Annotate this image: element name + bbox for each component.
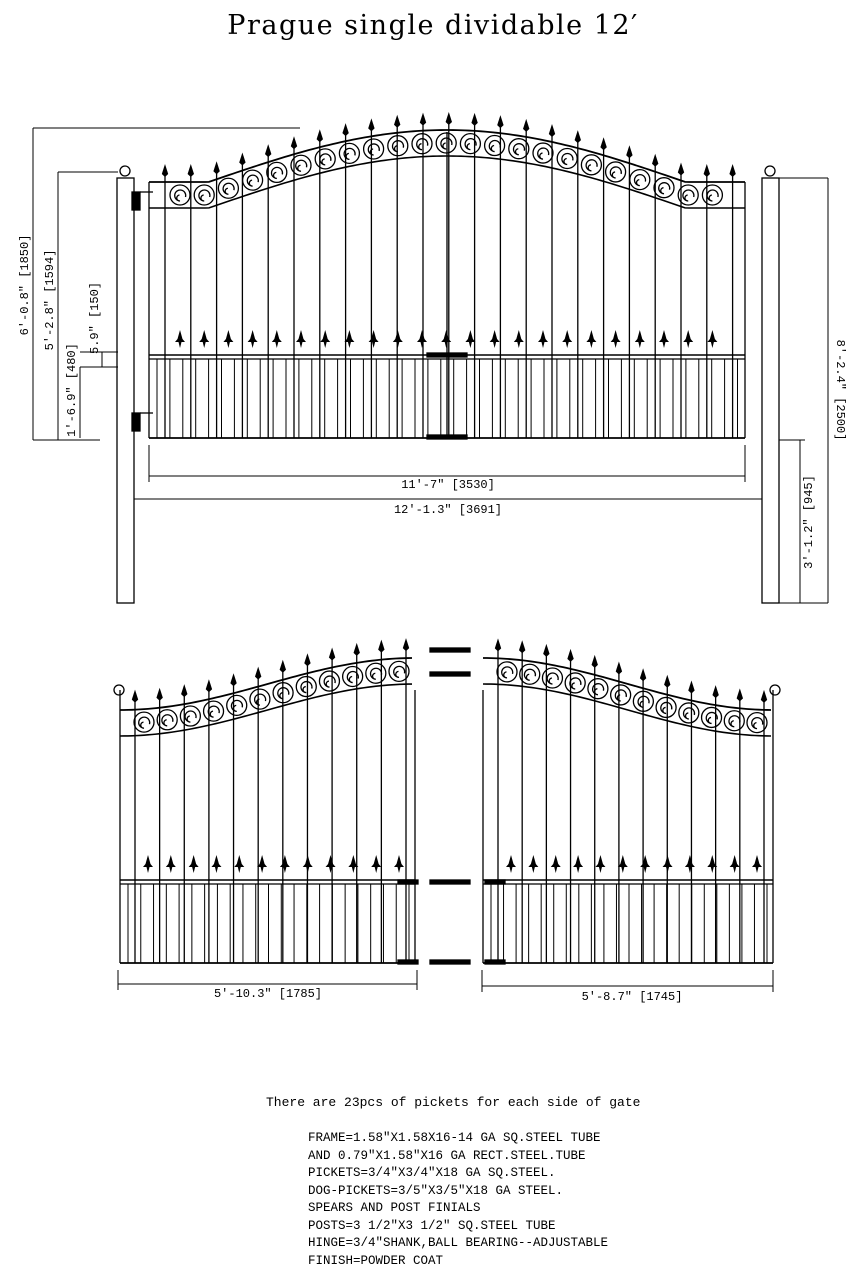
- scroll-ring: [606, 162, 626, 182]
- dog-picket-finial: [234, 855, 244, 873]
- scroll-ring: [654, 178, 674, 198]
- scroll-curl: [185, 711, 196, 722]
- spear-finial: [342, 123, 348, 136]
- scroll-ring: [170, 185, 190, 205]
- scroll-ring: [497, 662, 517, 682]
- spec-line: FRAME=1.58"X1.58X16-14 GA SQ.STEEL TUBE: [308, 1131, 601, 1145]
- dim-top-spacing: 5.9" [150]: [88, 281, 102, 355]
- dog-picket-finial: [369, 330, 379, 348]
- scroll-curl: [659, 183, 670, 194]
- scroll-ring: [204, 701, 224, 721]
- latch-bottom: [427, 435, 467, 439]
- dimension-lines: [33, 128, 828, 992]
- hinge-part: [485, 880, 505, 884]
- scroll-ring: [364, 139, 384, 159]
- scroll-ring: [702, 185, 722, 205]
- dog-picket-finial: [303, 855, 313, 873]
- scroll-curl: [514, 144, 525, 155]
- spear-finial: [291, 136, 297, 149]
- dog-picket-finial: [248, 330, 258, 348]
- post-finial: [770, 685, 780, 695]
- scroll-curl: [489, 141, 500, 152]
- spear-finial: [378, 640, 384, 653]
- scroll-curl: [296, 160, 307, 171]
- spear-finial: [761, 690, 767, 703]
- spear-finial: [652, 154, 658, 167]
- hinge-part: [430, 648, 470, 652]
- dim-gate-width: 11′-7" [3530]: [401, 478, 495, 492]
- full-gate-elevation: [117, 112, 779, 603]
- spear-finial: [523, 119, 529, 132]
- spear-finial: [230, 673, 236, 686]
- spear-finial: [543, 644, 549, 657]
- scroll-curl: [683, 190, 694, 201]
- post-finial: [114, 685, 124, 695]
- scroll-curl: [547, 673, 558, 684]
- spear-finial: [162, 164, 168, 177]
- scroll-curl: [729, 716, 740, 727]
- spear-finial: [600, 137, 606, 150]
- scroll-ring: [581, 155, 601, 175]
- scroll-curl: [684, 708, 695, 719]
- scroll-ring: [436, 133, 456, 153]
- scroll-ring: [656, 697, 676, 717]
- spear-finial: [616, 661, 622, 674]
- dog-picket-finial: [514, 330, 524, 348]
- scroll-curl: [615, 690, 626, 701]
- hinge-part: [430, 880, 470, 884]
- scroll-ring: [724, 711, 744, 731]
- scroll-ring: [485, 136, 505, 156]
- latch-mid: [427, 353, 467, 357]
- hinge-part: [485, 960, 505, 964]
- spear-finial: [471, 113, 477, 126]
- dim-bottom-section: 1′-6.9" [480]: [65, 343, 79, 437]
- scroll-curl: [301, 682, 312, 693]
- dog-picket-finial: [143, 855, 153, 873]
- scroll-ring: [250, 689, 270, 709]
- scroll-curl: [394, 666, 405, 677]
- dog-picket-finial: [506, 855, 516, 873]
- spear-finial: [497, 115, 503, 128]
- scroll-curl: [368, 144, 379, 155]
- dog-picket-finial: [528, 855, 538, 873]
- dog-picket-finial: [562, 330, 572, 348]
- scroll-curl: [162, 715, 173, 726]
- spear-finial: [495, 638, 501, 651]
- spec-line: PICKETS=3/4"X3/4"X18 GA SQ.STEEL.: [308, 1166, 556, 1180]
- dog-picket-finial: [586, 330, 596, 348]
- scroll-curl: [199, 190, 210, 201]
- scroll-curl: [661, 702, 672, 713]
- dog-picket-finial: [730, 855, 740, 873]
- spear-finial: [575, 130, 581, 143]
- post-finial: [120, 166, 130, 176]
- spear-finial: [567, 649, 573, 662]
- spear-finial: [678, 162, 684, 175]
- spec-list: [308, 1130, 608, 1270]
- spear-finial: [712, 685, 718, 698]
- scroll-ring: [630, 170, 650, 190]
- scroll-curl: [320, 154, 331, 165]
- spear-finial: [181, 684, 187, 697]
- spear-finial: [688, 680, 694, 693]
- scroll-curl: [247, 175, 258, 186]
- scroll-curl: [586, 160, 597, 171]
- spec-line: POSTS=3 1/2"X3 1/2" SQ.STEEL TUBE: [308, 1218, 556, 1233]
- spec-line: AND 0.79"X1.58"X16 GA RECT.STEEL.TUBE: [308, 1148, 586, 1163]
- scroll-curl: [570, 678, 581, 689]
- dog-picket-finial: [296, 330, 306, 348]
- scroll-curl: [223, 183, 234, 194]
- scroll-ring: [194, 185, 214, 205]
- scroll-curl: [139, 717, 150, 728]
- right-post: [762, 178, 779, 603]
- dog-picket-finial: [659, 330, 669, 348]
- dog-picket-finial: [394, 855, 404, 873]
- scroll-ring: [565, 673, 585, 693]
- dog-picket-finial: [635, 330, 645, 348]
- scroll-ring: [296, 677, 316, 697]
- scroll-ring: [267, 162, 287, 182]
- spear-finial: [156, 688, 162, 701]
- dog-picket-finial: [707, 330, 717, 348]
- spear-finial: [394, 115, 400, 128]
- scroll-curl: [610, 167, 621, 178]
- spear-finial: [354, 643, 360, 656]
- spear-finial: [704, 164, 710, 177]
- spear-finial: [213, 161, 219, 174]
- spear-finial: [317, 129, 323, 142]
- dog-picket-finial: [663, 855, 673, 873]
- scroll-ring: [557, 148, 577, 168]
- dim-right-leaf-width: 5′-8.7" [1745]: [581, 990, 683, 1004]
- spear-finial: [664, 675, 670, 688]
- spear-finial: [519, 640, 525, 653]
- spec-line: HINGE=3/4"SHANK,BALL BEARING--ADJUSTABLE: [308, 1236, 609, 1250]
- scroll-curl: [393, 141, 404, 152]
- scroll-curl: [417, 139, 428, 150]
- dog-picket-finial: [175, 330, 185, 348]
- spear-finial: [206, 679, 212, 692]
- spear-finial: [420, 113, 426, 126]
- scroll-ring: [339, 143, 359, 163]
- scroll-curl: [272, 167, 283, 178]
- dog-picket-finial: [211, 855, 221, 873]
- dog-picket-finial: [441, 330, 451, 348]
- dog-picket-finial: [465, 330, 475, 348]
- dog-picket-finial: [538, 330, 548, 348]
- scroll-ring: [227, 695, 247, 715]
- scroll-curl: [562, 153, 573, 164]
- hinge-top: [132, 192, 140, 210]
- dog-picket-finial: [417, 330, 427, 348]
- dog-picket-finial: [272, 330, 282, 348]
- dog-picket-finial: [199, 330, 209, 348]
- scroll-curl: [752, 718, 763, 729]
- spear-finial: [592, 655, 598, 668]
- scroll-ring: [366, 663, 386, 683]
- dog-picket-finial: [326, 855, 336, 873]
- post-finial: [765, 166, 775, 176]
- scroll-ring: [679, 703, 699, 723]
- hinge-part: [430, 960, 470, 964]
- dog-picket-finial: [752, 855, 762, 873]
- scroll-curl: [175, 190, 186, 201]
- dim-left-leaf-width: 5′-10.3" [1785]: [213, 987, 323, 1001]
- dog-picket-finial: [280, 855, 290, 873]
- scroll-ring: [533, 143, 553, 163]
- spear-finial: [132, 690, 138, 703]
- scroll-curl: [371, 668, 382, 679]
- divided-gate-elevation: [114, 638, 780, 964]
- spear-finial: [188, 164, 194, 177]
- hinge-part: [398, 880, 418, 884]
- spear-finial: [446, 112, 452, 125]
- spear-finial: [737, 688, 743, 701]
- scroll-curl: [502, 667, 513, 678]
- scroll-ring: [243, 170, 263, 190]
- dog-picket-finial: [490, 330, 500, 348]
- spec-line: SPEARS AND POST FINIALS: [308, 1201, 481, 1215]
- spear-finial: [640, 668, 646, 681]
- scroll-ring: [134, 712, 154, 732]
- spear-finial: [280, 660, 286, 673]
- scroll-ring: [180, 706, 200, 726]
- dog-picket-finial: [611, 330, 621, 348]
- scroll-ring: [319, 671, 339, 691]
- dog-picket-finial: [685, 855, 695, 873]
- hinge-part: [398, 960, 418, 964]
- scroll-ring: [218, 178, 238, 198]
- scroll-ring: [343, 667, 363, 687]
- scroll-curl: [208, 706, 219, 717]
- dim-post-height: 8′-2.4" [2500]: [833, 339, 847, 441]
- scroll-curl: [635, 175, 646, 186]
- scroll-ring: [611, 685, 631, 705]
- spec-line: DOG-PICKETS=3/5"X3/5"X18 GA STEEL.: [308, 1183, 564, 1198]
- spear-finial: [729, 164, 735, 177]
- spear-finial: [329, 647, 335, 660]
- spec-line: FINISH=POWDER COAT: [308, 1253, 444, 1268]
- scroll-curl: [707, 190, 718, 201]
- scroll-curl: [538, 148, 549, 159]
- scroll-ring: [542, 668, 562, 688]
- dog-picket-finial: [551, 855, 561, 873]
- dim-frame-height: 5′-2.8" [1594]: [43, 249, 57, 351]
- spear-finial: [239, 153, 245, 166]
- dog-picket-finial: [573, 855, 583, 873]
- scroll-ring: [588, 679, 608, 699]
- dog-picket-finial: [166, 855, 176, 873]
- scroll-curl: [255, 694, 266, 705]
- scroll-ring: [315, 149, 335, 169]
- scroll-curl: [324, 676, 335, 687]
- picket-count-note: There are 23pcs of pickets for each side of gate: [266, 1095, 641, 1110]
- spear-finial: [549, 124, 555, 137]
- scroll-ring: [702, 707, 722, 727]
- spear-finial: [403, 638, 409, 651]
- spear-finial: [626, 145, 632, 158]
- page-title: Prague single dividable 12′: [227, 10, 639, 41]
- dog-picket-finial: [371, 855, 381, 873]
- dog-picket-finial: [640, 855, 650, 873]
- dog-picket-finial: [223, 330, 233, 348]
- spear-finial: [265, 144, 271, 157]
- spear-finial: [368, 118, 374, 131]
- left-post: [117, 178, 134, 603]
- scroll-curl: [524, 669, 535, 680]
- scroll-ring: [412, 134, 432, 154]
- hinge-bottom: [132, 413, 140, 431]
- hinge-part: [430, 672, 470, 676]
- scroll-ring: [460, 134, 480, 154]
- dim-total-width: 12′-1.3" [3691]: [393, 503, 503, 517]
- dog-picket-finial: [595, 855, 605, 873]
- dog-picket-finial: [320, 330, 330, 348]
- spear-finial: [304, 653, 310, 666]
- dim-overall-height: 6′-0.8" [1850]: [18, 234, 32, 336]
- dim-post-below-gate: 3′-1.2" [945]: [802, 475, 816, 569]
- dog-picket-finial: [189, 855, 199, 873]
- spear-finial: [255, 667, 261, 680]
- dog-picket-finial: [393, 330, 403, 348]
- dog-picket-finial: [683, 330, 693, 348]
